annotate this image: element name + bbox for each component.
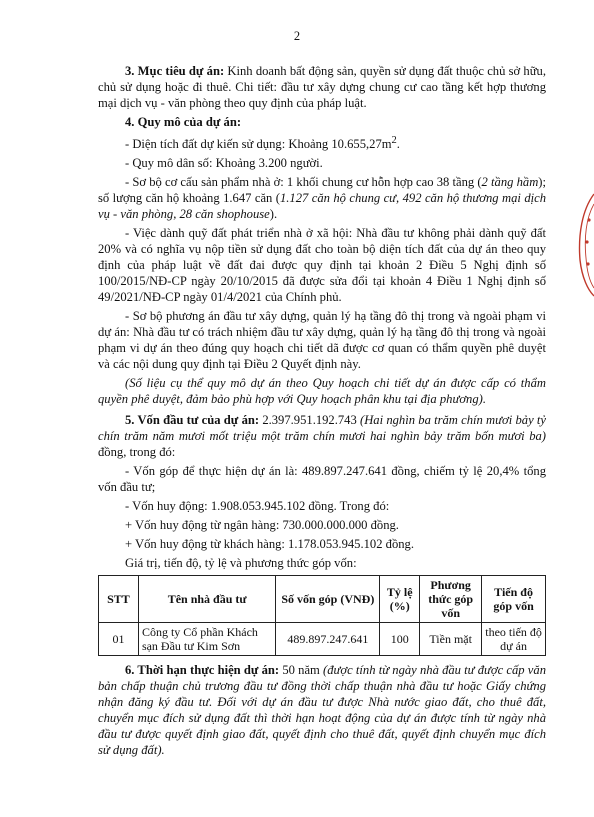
table-row [99, 623, 546, 656]
social-housing-land: - Việc dành quỹ đất phát triển nhà ở xã hội: Nhà đầu tư không phải dành quỹ đất 20% và có nghĩa vụ nộp tiền sử dụng đất cho toàn bộ diện tích đất của dự án theo quy định của pháp luật về đất đai được quy định tại khoản 2 Điều 5 Nghị định số 100/2015/NĐ-CP ngày 20/10/2015 đã được sửa đổi tại khoản 4 Điều 1 Nghị định số 49/2021/NĐ-CP ngày 01/4/2021 của Chính phủ. [98, 226, 546, 305]
col-header-stt: STT [99, 576, 139, 623]
section-5: 5. Vốn đầu tư của dự án: 2.397.951.192.743 (Hai nghìn ba trăm chín mươi bảy tỷ chín trăm năm mươi mốt triệu một trăm chín mươi hai nghìn bảy trăm bốn mươi ba) đồng, trong đó: [98, 413, 546, 460]
col-header-capital: Số vốn góp (VNĐ) [276, 576, 380, 623]
section-3-heading: 3. Mục tiêu dự án: [125, 64, 225, 78]
col-header-investor: Tên nhà đầu tư [138, 576, 275, 623]
bank-capital: + Vốn huy động từ ngân hàng: 730.000.000.000 đồng. [125, 518, 399, 533]
table-header-row [99, 576, 546, 623]
equity-capital: - Vốn góp để thực hiện dự án là: 489.897.247.641 đồng, chiếm tỷ lệ 20,4% tổng vốn đầu tư; [98, 464, 546, 495]
product-structure: - Sơ bộ cơ cấu sản phẩm nhà ở: 1 khối chung cư hỗn hợp cao 38 tầng (2 tầng hầm); số lượng căn hộ khoảng 1.647 căn (1.127 căn hộ chung cư, 492 căn hộ thương mại dịch vụ - văn phòng, 28 căn shophouse). [98, 175, 547, 222]
section-6: 6. Thời hạn thực hiện dự án: 50 năm (được tính từ ngày nhà đầu tư được cấp văn bản chấp thuận chủ trương đầu tư đồng thời chấp thuận nhà đầu tư hoặc Giấy chứng nhận đăng ký đầu tư. Đối với dự án đầu tư được Nhà nước giao đất, cho thuê đất, chuyển mục đích sử dụng đất thì thời hạn hoạt động của dự án được tính từ ngày nhà đầu tư được quyết định giao đất, quyết định cho thuê đất, quyết định chuyển mục đích sử dụng đất). [98, 663, 546, 758]
cell-ratio: 100 [380, 623, 420, 656]
cell-schedule: theo tiến độ dự án [482, 623, 546, 656]
cell-stt: 01 [99, 623, 139, 656]
col-header-schedule: Tiến độ góp vốn [482, 576, 546, 623]
population-scale: - Quy mô dân số: Khoảng 3.200 người. [125, 156, 323, 171]
document-body [98, 63, 546, 761]
section-4-heading: 4. Quy mô của dự án: [125, 115, 242, 129]
capital-table [98, 575, 546, 656]
mobilized-capital: - Vốn huy động: 1.908.053.945.102 đồng. Trong đó: [125, 499, 390, 514]
page-number: 2 [293, 29, 301, 43]
cell-method: Tiền mặt [420, 623, 482, 656]
section-3-text: Kinh doanh bất động sản, quyền sử dụng đất thuộc chủ sở hữu, chủ sử dụng hoặc đi thuê. Chi tiết: đầu tư xây dựng chung cư cao tầng kết hợp thương mại dịch vụ - văn phòng theo quy định của pháp luật. [98, 64, 546, 110]
infrastructure-plan: - Sơ bộ phương án đầu tư xây dựng, quản lý hạ tầng đô thị trong và ngoài phạm vi dự án: Nhà đầu tư có trách nhiệm đầu tư xây dựng, quản lý hạ tầng đô thị trong và ngoài phạm vi dự án theo đúng quy hoạch chi tiết dã được cơ quan có thẩm quyền phê duyệt và các nội dung quy định tại Điều 2 Quyết định này. [98, 309, 546, 372]
table-intro: Giá trị, tiến độ, tỷ lệ và phương thức góp vốn: [125, 556, 357, 571]
col-header-method: Phương thức góp vốn [420, 576, 482, 623]
customer-capital: + Vốn huy động từ khách hàng: 1.178.053.945.102 đồng. [125, 537, 414, 552]
scale-note: (Số liệu cụ thể quy mô dự án theo Quy hoạch chi tiết dự án được cấp có thẩm quyền phê duyệt, đảm bảo phù hợp với Quy hoạch phân khu tại địa phương). [98, 376, 546, 407]
cell-capital: 489.897.247.641 [276, 623, 380, 656]
cell-investor: Công ty Cổ phần Khách sạn Đầu tư Kim Sơn [138, 623, 275, 656]
red-seal-stamp-icon [574, 190, 594, 300]
section-3 [98, 63, 546, 111]
col-header-ratio: Tỷ lệ (%) [380, 576, 420, 623]
land-area: - Diện tích đất dự kiến sử dụng: Khoảng $10.655,27m^2$. [125, 135, 400, 152]
